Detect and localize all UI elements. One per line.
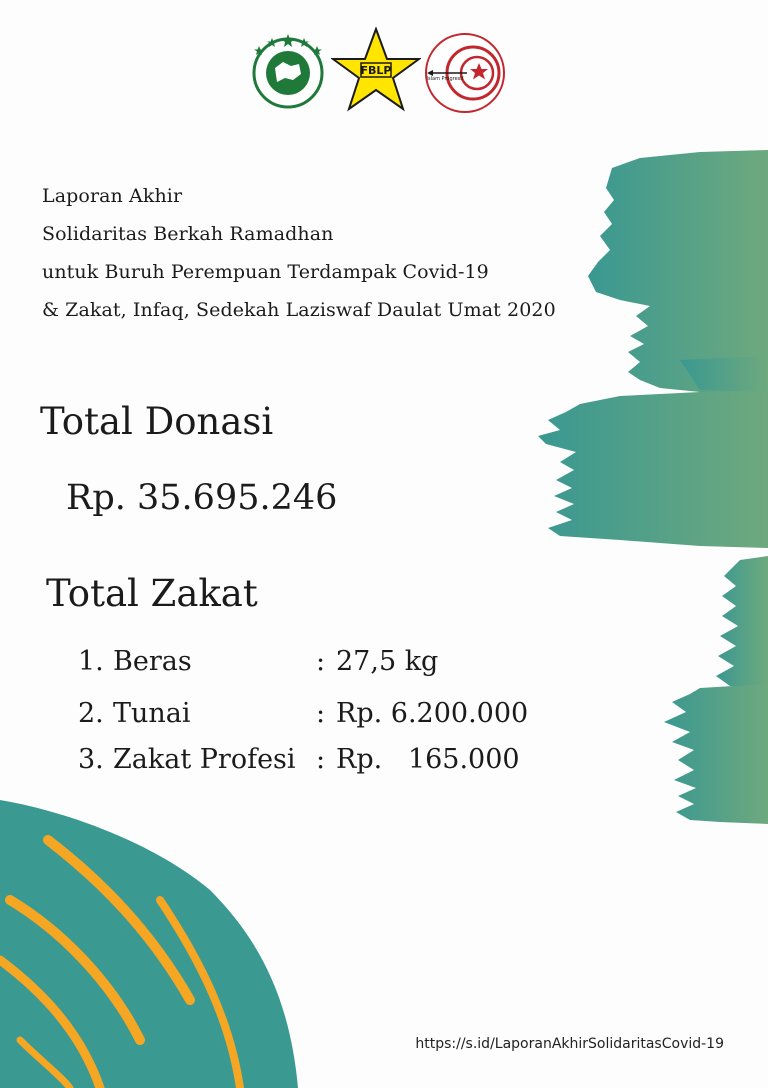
brush-stroke-middle [538,392,768,548]
organization-logo-green-globe [247,28,329,110]
list-item-label: Tunai [113,698,191,729]
list-item-label: Beras [113,646,192,677]
footer-link[interactable]: https://s.id/LaporanAkhirSolidaritasCovid-19 [415,1036,724,1052]
total-donasi-heading: Total Donasi [40,400,274,443]
list-item-value: 27,5 kg [336,646,439,677]
report-subtitle-3: & Zakat, Infaq, Sedekah Laziswaf Daulat Umat 2020 [42,299,556,321]
islam-progresif-text: Islam Progresif [426,76,464,82]
federasi-buruh-lintas-pabrik-logo [331,27,421,113]
list-item-colon: : [316,744,326,775]
list-item-colon: : [316,646,326,677]
brush-stroke-lower-1 [716,556,768,690]
list-item-label: Zakat Profesi [113,744,296,775]
brush-stroke-lower-2 [664,684,768,824]
report-subtitle-2: untuk Buruh Perempuan Terdampak Covid-19 [42,261,489,283]
total-zakat-heading: Total Zakat [46,572,258,615]
fblp-logo-text: FBLP [360,64,392,77]
report-title: Laporan Akhir [42,185,183,207]
list-item-value: Rp. 165.000 [336,744,520,775]
list-item-number: 1. [78,646,104,677]
report-header [42,177,556,329]
list-item-number: 3. [78,744,104,775]
list-item-value: Rp. 6.200.000 [336,698,529,729]
logos-row [0,0,768,130]
total-donasi-amount: Rp. 35.695.246 [66,478,338,518]
islam-progresif-logo [423,32,507,114]
list-item-colon: : [316,698,326,729]
report-subtitle-1: Solidaritas Berkah Ramadhan [42,223,334,245]
list-item-number: 2. [78,698,104,729]
